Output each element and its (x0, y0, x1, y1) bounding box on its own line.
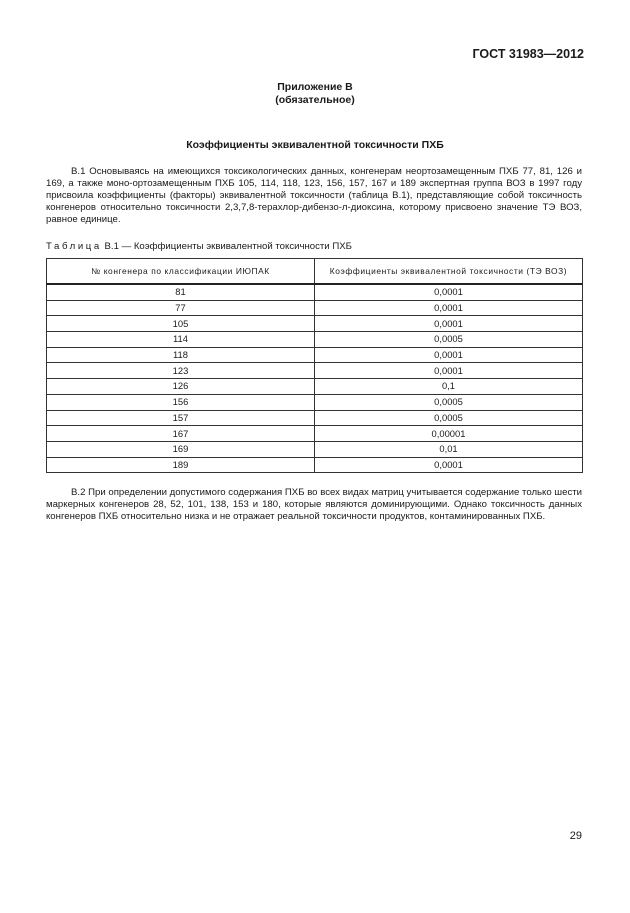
paragraph-b2-text: В.2 При определении допустимого содержания ПХБ во всех видах матриц учитывается содержание только шести маркерных конгенеров 28, 52, 101, 138, 153 и 180, которые являются доминирующими. Однако токсичность данных конгенеров ПХБ относительно низка и не отражает реальной токсичности продуктов, контаминированных ПХБ. (46, 487, 582, 523)
congener-cell: 77 (47, 300, 315, 316)
coefficient-cell: 0,00001 (315, 426, 583, 442)
congener-cell: 114 (47, 332, 315, 348)
congener-cell: 157 (47, 410, 315, 426)
toxicity-coefficients-table (46, 258, 583, 473)
paragraph-b1 (46, 166, 582, 226)
table-caption-prefix: Таблица (46, 241, 102, 252)
column-header-coefficient: Коэффициенты эквивалентной токсичности (ТЭ ВОЗ) (315, 259, 583, 285)
congener-cell: 123 (47, 363, 315, 379)
congener-cell: 118 (47, 347, 315, 363)
coefficient-cell: 0,0001 (315, 347, 583, 363)
table-row (47, 332, 583, 348)
table-row (47, 284, 583, 300)
table-row (47, 457, 583, 473)
coefficient-cell: 0,0001 (315, 316, 583, 332)
section-title: Коэффициенты эквивалентной токсичности ПХБ (186, 139, 444, 151)
congener-cell: 81 (47, 284, 315, 300)
table-caption-text: В.1 — Коэффициенты эквивалентной токсичности ПХБ (104, 241, 352, 252)
table-row (47, 379, 583, 395)
coefficient-cell: 0,0001 (315, 457, 583, 473)
page-number: 29 (569, 830, 582, 842)
congener-cell: 189 (47, 457, 315, 473)
table-header-row (47, 259, 583, 285)
congener-cell: 105 (47, 316, 315, 332)
table-row (47, 426, 583, 442)
standard-code: ГОСТ 31983—2012 (472, 47, 584, 61)
coefficient-cell: 0,0005 (315, 394, 583, 410)
table-body (47, 284, 583, 473)
table-caption (46, 241, 352, 252)
coefficient-cell: 0,1 (315, 379, 583, 395)
table-row (47, 394, 583, 410)
annex-title: Приложение В (277, 81, 353, 93)
coefficient-cell: 0,01 (315, 441, 583, 457)
paragraph-b2 (46, 487, 582, 523)
table-row (47, 441, 583, 457)
annex-status: (обязательное) (275, 94, 355, 106)
congener-cell: 156 (47, 394, 315, 410)
table-row (47, 300, 583, 316)
coefficient-cell: 0,0001 (315, 284, 583, 300)
coefficient-cell: 0,0001 (315, 300, 583, 316)
annex-heading (0, 81, 630, 107)
table-row (47, 363, 583, 379)
table-row (47, 347, 583, 363)
coefficient-cell: 0,0005 (315, 410, 583, 426)
column-header-congener: № конгенера по классификации ИЮПАК (47, 259, 315, 285)
coefficient-cell: 0,0005 (315, 332, 583, 348)
congener-cell: 126 (47, 379, 315, 395)
table-row (47, 410, 583, 426)
congener-cell: 169 (47, 441, 315, 457)
paragraph-b1-text: В.1 Основываясь на имеющихся токсикологических данных, конгенерам неортозамещенным ПХБ 77, 81, 126 и 169, а также моно-ортозамещенным ПХБ 105, 114, 118, 123, 156, 157, 167 и 189 экспертная группа ВОЗ в 1997 году присвоила коэффициенты (факторы) эквивалентной токсичности (таблица В.1), представляющие собой токсичность конгенеров относительно токсичности 2,3,7,8-терахлор-дибензо-л-диоксина, которому присвоено значение ТЭ ВОЗ, равное единице. (46, 166, 582, 226)
table-row (47, 316, 583, 332)
congener-cell: 167 (47, 426, 315, 442)
coefficient-cell: 0,0001 (315, 363, 583, 379)
